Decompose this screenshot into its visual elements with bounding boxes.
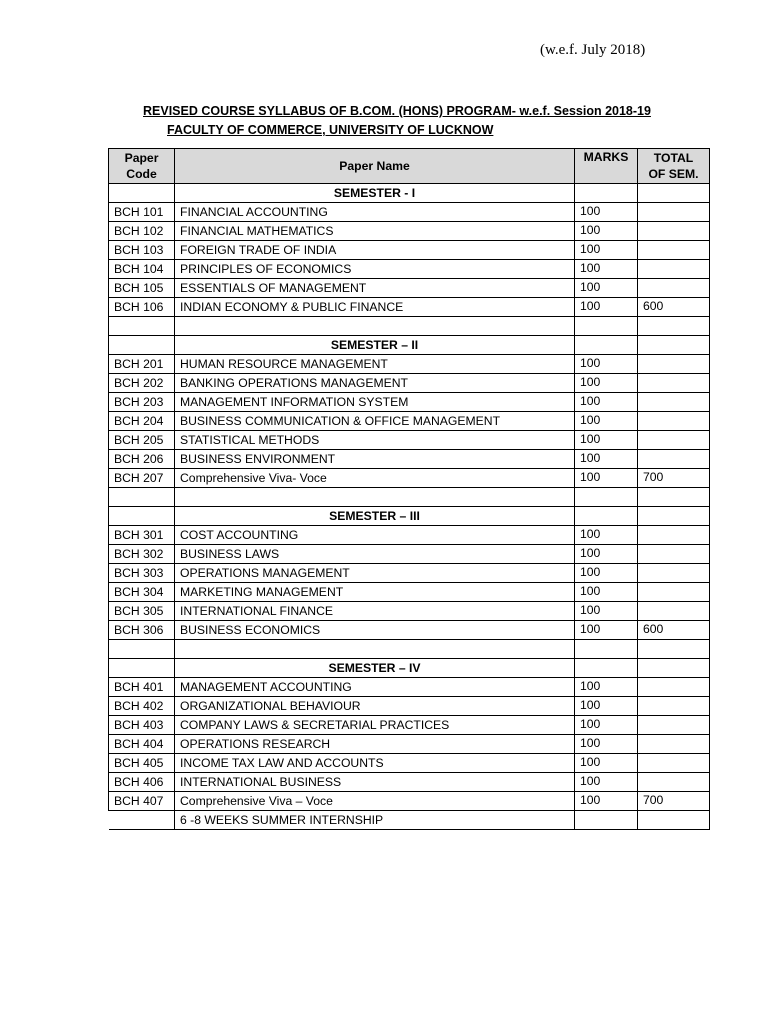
spacer-row [109, 488, 710, 507]
paper-code: BCH 204 [109, 412, 175, 431]
paper-name: OPERATIONS MANAGEMENT [175, 564, 575, 583]
semester-total [638, 716, 710, 735]
empty-cell [638, 184, 710, 203]
paper-marks: 100 [575, 431, 638, 450]
paper-code: BCH 105 [109, 279, 175, 298]
table-row [109, 697, 710, 716]
semester-total [638, 241, 710, 260]
paper-marks: 100 [575, 564, 638, 583]
table-row [109, 203, 710, 222]
paper-code: BCH 202 [109, 374, 175, 393]
paper-marks: 100 [575, 621, 638, 640]
paper-marks: 100 [575, 773, 638, 792]
table-row [109, 678, 710, 697]
semester-title: SEMESTER - I [175, 184, 575, 203]
semester-total [638, 260, 710, 279]
paper-name: PRINCIPLES OF ECONOMICS [175, 260, 575, 279]
semester-heading-row [109, 184, 710, 203]
semester-title: SEMESTER – IV [175, 659, 575, 678]
empty-cell [109, 317, 175, 336]
table-row [109, 374, 710, 393]
header-total [638, 149, 710, 184]
paper-marks: 100 [575, 526, 638, 545]
table-row [109, 393, 710, 412]
paper-code: BCH 304 [109, 583, 175, 602]
semester-total [638, 697, 710, 716]
paper-name: COST ACCOUNTING [175, 526, 575, 545]
paper-code: BCH 402 [109, 697, 175, 716]
empty-cell [175, 488, 575, 507]
table-row [109, 754, 710, 773]
table-row [109, 792, 710, 811]
table-row [109, 260, 710, 279]
semester-total [638, 602, 710, 621]
paper-name: FOREIGN TRADE OF INDIA [175, 241, 575, 260]
empty-cell [638, 507, 710, 526]
spacer-row [109, 640, 710, 659]
semester-title: SEMESTER – II [175, 336, 575, 355]
table-row [109, 241, 710, 260]
semester-total [638, 393, 710, 412]
semester-total [638, 431, 710, 450]
empty-cell [575, 488, 638, 507]
paper-code: BCH 104 [109, 260, 175, 279]
paper-code: BCH 405 [109, 754, 175, 773]
paper-marks: 100 [575, 697, 638, 716]
paper-name: INTERNATIONAL BUSINESS [175, 773, 575, 792]
table-header-row [109, 149, 710, 184]
paper-marks: 100 [575, 374, 638, 393]
semester-total [638, 374, 710, 393]
paper-marks: 100 [575, 260, 638, 279]
table-row [109, 602, 710, 621]
paper-name: Comprehensive Viva- Voce [175, 469, 575, 488]
empty-cell [638, 640, 710, 659]
paper-marks: 100 [575, 602, 638, 621]
semester-total [638, 735, 710, 754]
table-row [109, 526, 710, 545]
empty-cell [575, 184, 638, 203]
document-subtitle: FACULTY OF COMMERCE, UNIVERSITY OF LUCKNOW [167, 123, 494, 137]
paper-marks: 100 [575, 583, 638, 602]
paper-marks: 100 [575, 754, 638, 773]
paper-name: MANAGEMENT INFORMATION SYSTEM [175, 393, 575, 412]
semester-total [638, 564, 710, 583]
table-row [109, 355, 710, 374]
paper-marks: 100 [575, 222, 638, 241]
paper-name: FINANCIAL MATHEMATICS [175, 222, 575, 241]
header-marks: MARKS [575, 149, 638, 184]
paper-name: HUMAN RESOURCE MANAGEMENT [175, 355, 575, 374]
semester-total [638, 526, 710, 545]
paper-name: BUSINESS COMMUNICATION & OFFICE MANAGEMENT [175, 412, 575, 431]
table-row [109, 222, 710, 241]
table-row [109, 431, 710, 450]
empty-cell [638, 317, 710, 336]
table-row [109, 450, 710, 469]
semester-total [638, 773, 710, 792]
paper-name: OPERATIONS RESEARCH [175, 735, 575, 754]
semester-total [638, 412, 710, 431]
paper-marks: 100 [575, 298, 638, 317]
semester-heading-row [109, 659, 710, 678]
paper-marks: 100 [575, 393, 638, 412]
empty-cell [638, 811, 710, 830]
semester-total: 700 [638, 469, 710, 488]
empty-cell [638, 336, 710, 355]
paper-code: BCH 103 [109, 241, 175, 260]
empty-cell [109, 640, 175, 659]
paper-code: BCH 403 [109, 716, 175, 735]
paper-name: MARKETING MANAGEMENT [175, 583, 575, 602]
document-title: REVISED COURSE SYLLABUS OF B.COM. (HONS) PROGRAM- w.e.f. Session 2018-19 [143, 104, 651, 118]
empty-cell [575, 336, 638, 355]
empty-cell [175, 317, 575, 336]
paper-name: BUSINESS LAWS [175, 545, 575, 564]
paper-code: BCH 206 [109, 450, 175, 469]
spacer-row [109, 317, 710, 336]
semester-total: 700 [638, 792, 710, 811]
empty-cell [575, 507, 638, 526]
paper-marks: 100 [575, 241, 638, 260]
paper-name: BUSINESS ENVIRONMENT [175, 450, 575, 469]
table-row [109, 583, 710, 602]
table-row [109, 621, 710, 640]
empty-cell [575, 317, 638, 336]
paper-marks: 100 [575, 412, 638, 431]
semester-total [638, 754, 710, 773]
paper-code: BCH 207 [109, 469, 175, 488]
empty-cell [575, 659, 638, 678]
semester-total [638, 678, 710, 697]
table-row [109, 545, 710, 564]
paper-code: BCH 102 [109, 222, 175, 241]
syllabus-table [108, 148, 710, 830]
header-total-line1: TOTAL [653, 151, 694, 165]
paper-marks: 100 [575, 735, 638, 754]
table-row [109, 412, 710, 431]
effective-date-note: (w.e.f. July 2018) [540, 42, 646, 58]
paper-code: BCH 401 [109, 678, 175, 697]
empty-cell [109, 488, 175, 507]
empty-cell [638, 488, 710, 507]
paper-marks: 100 [575, 450, 638, 469]
empty-cell [638, 659, 710, 678]
paper-code: BCH 404 [109, 735, 175, 754]
table-row [109, 735, 710, 754]
paper-marks: 100 [575, 792, 638, 811]
semester-total [638, 203, 710, 222]
paper-code: BCH 305 [109, 602, 175, 621]
paper-code: BCH 302 [109, 545, 175, 564]
table-row [109, 469, 710, 488]
paper-code: BCH 306 [109, 621, 175, 640]
empty-cell [575, 640, 638, 659]
internship-row [109, 811, 710, 830]
paper-marks: 100 [575, 716, 638, 735]
semester-total [638, 279, 710, 298]
empty-cell [109, 659, 175, 678]
paper-name: INCOME TAX LAW AND ACCOUNTS [175, 754, 575, 773]
paper-name: ORGANIZATIONAL BEHAVIOUR [175, 697, 575, 716]
table-row [109, 773, 710, 792]
paper-code: BCH 201 [109, 355, 175, 374]
empty-cell [575, 811, 638, 830]
header-paper-code-line1: Paper [124, 151, 159, 165]
paper-marks: 100 [575, 279, 638, 298]
paper-code: BCH 407 [109, 792, 175, 811]
paper-name: MANAGEMENT ACCOUNTING [175, 678, 575, 697]
header-total-line2: OF SEM. [648, 167, 699, 181]
empty-cell [175, 640, 575, 659]
paper-code: BCH 406 [109, 773, 175, 792]
paper-code: BCH 101 [109, 203, 175, 222]
paper-name: INDIAN ECONOMY & PUBLIC FINANCE [175, 298, 575, 317]
internship-label: 6 -8 WEEKS SUMMER INTERNSHIP [175, 811, 575, 830]
empty-cell [109, 184, 175, 203]
paper-code: BCH 205 [109, 431, 175, 450]
paper-code: BCH 303 [109, 564, 175, 583]
header-paper-code-line2: Code [126, 167, 157, 181]
semester-title: SEMESTER – III [175, 507, 575, 526]
empty-cell [109, 507, 175, 526]
header-paper-code [109, 149, 175, 184]
paper-marks: 100 [575, 355, 638, 374]
paper-name: COMPANY LAWS & SECRETARIAL PRACTICES [175, 716, 575, 735]
header-paper-name: Paper Name [175, 149, 575, 184]
paper-name: BUSINESS ECONOMICS [175, 621, 575, 640]
paper-code: BCH 203 [109, 393, 175, 412]
paper-name: STATISTICAL METHODS [175, 431, 575, 450]
empty-cell [109, 811, 175, 830]
paper-marks: 100 [575, 469, 638, 488]
paper-name: BANKING OPERATIONS MANAGEMENT [175, 374, 575, 393]
paper-marks: 100 [575, 545, 638, 564]
paper-marks: 100 [575, 678, 638, 697]
syllabus-body [109, 184, 710, 830]
semester-total: 600 [638, 621, 710, 640]
paper-name: Comprehensive Viva – Voce [175, 792, 575, 811]
table-row [109, 716, 710, 735]
semester-total [638, 222, 710, 241]
semester-heading-row [109, 336, 710, 355]
table-row [109, 279, 710, 298]
semester-total [638, 450, 710, 469]
semester-total: 600 [638, 298, 710, 317]
table-row [109, 298, 710, 317]
paper-code: BCH 301 [109, 526, 175, 545]
paper-marks: 100 [575, 203, 638, 222]
semester-heading-row [109, 507, 710, 526]
table-row [109, 564, 710, 583]
paper-name: FINANCIAL ACCOUNTING [175, 203, 575, 222]
paper-code: BCH 106 [109, 298, 175, 317]
paper-name: INTERNATIONAL FINANCE [175, 602, 575, 621]
paper-name: ESSENTIALS OF MANAGEMENT [175, 279, 575, 298]
semester-total [638, 545, 710, 564]
semester-total [638, 583, 710, 602]
empty-cell [109, 336, 175, 355]
semester-total [638, 355, 710, 374]
